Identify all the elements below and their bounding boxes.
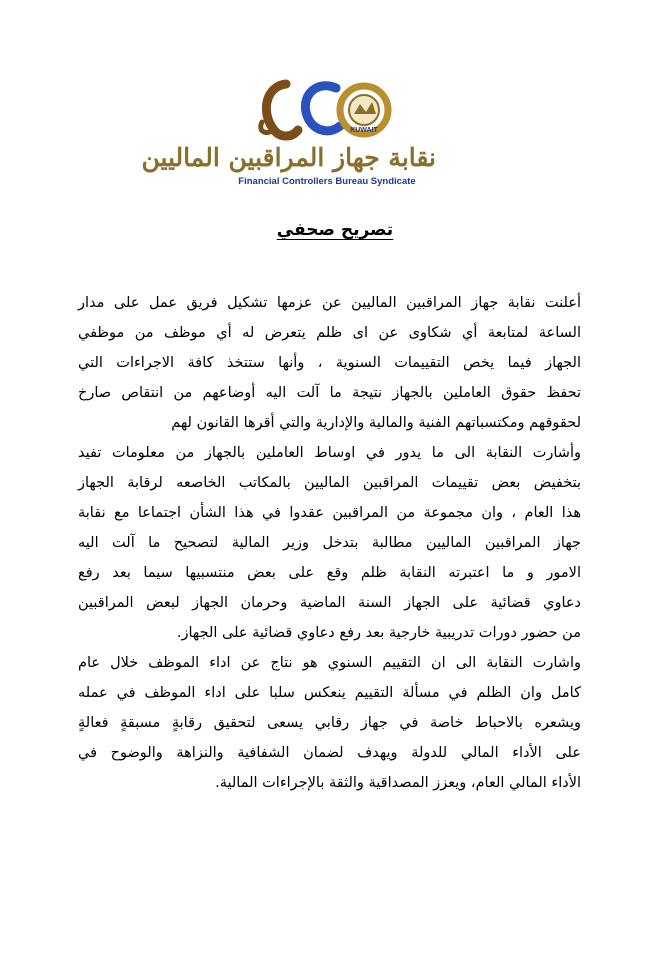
paragraph-line: الأداء المالي العام، ويعزز المصداقية والثقة بالإجراءات المالية. bbox=[215, 775, 581, 791]
document-title: تصريح صحفي bbox=[276, 220, 394, 240]
logo-emblem-icon bbox=[256, 72, 396, 146]
paragraph-line: أعلنت نقابة جهاز المراقبين الماليين عن عزمها تشكيل فريق عمل على مدار bbox=[78, 295, 581, 311]
paragraph-line: ويشعره بالاحباط خاصة في جهاز رقابي يسعى لتحقيق رقابةٍ مسبقةٍ فعالةٍ bbox=[78, 715, 581, 731]
syndicate-logo bbox=[141, 64, 436, 192]
paragraph-line: على الأداء المالي للدولة ويهدف لضمان الشفافية والنزاهة والوضوح في bbox=[78, 745, 581, 761]
paragraph-line: لحقوقهم ومكتسباتهم الفنية والمالية والإدارية والتي أقرها القانون لهم bbox=[171, 415, 581, 431]
paragraph-line: من حضور دورات تدريبية خارجية بعد رفع دعاوي قضائية على الجهاز. bbox=[176, 625, 581, 641]
paragraph-line: واشارت النقابة الى ان التقييم السنوي هو نتاج عن اداء الموظف خلال عام bbox=[78, 655, 581, 671]
paragraph-line: الجهاز فيما يخص التقييمات السنوية ، وأنها ستتخذ كافة الاجراءات التي bbox=[78, 355, 581, 371]
paragraph-line: بتخفيض بعض تقييمات المراقبين الماليين بالمكاتب الخاصعه لرقابة الجهاز bbox=[78, 475, 581, 491]
paragraph-line: هذا العام ، وان مجموعة من المراقبين عقدوا في هذا الشأن اجتماعا مع نقابة bbox=[78, 505, 581, 521]
paragraph-line: وأشارت النقابة الى ما يدور في اوساط العاملين بالجهاز من معلومات تفيد bbox=[78, 445, 581, 461]
logo-arabic-name: نقابة جهاز المراقبين الماليين bbox=[141, 143, 436, 172]
paragraph-line: دعاوي قضائية على الجهاز السنة الماضية وحرمان الجهاز لبعض المراقبين bbox=[78, 595, 581, 611]
logo-english-name: Financial Controllers Bureau Syndicate bbox=[238, 176, 416, 187]
paragraph-line: الامور و ما اعتبرته النقابة ظلم وقع على بعض منتسبيها سيما بعد رفع bbox=[78, 565, 581, 581]
paragraph-line: كامل وان الظلم في مسألة التقييم ينعكس سلبا على اداء الموظف في عمله bbox=[78, 685, 581, 701]
paragraph-line: جهاز المراقبين الماليين مطالبة بتدخل وزير المالية لتصحيح ما آلت اليه bbox=[78, 535, 581, 551]
document-body bbox=[78, 288, 581, 798]
logo-emblem-label: KUWAIT bbox=[350, 127, 378, 134]
paragraph-line: تحفظ حقوق العاملين بالجهاز نتيجة ما آلت اليه أوضاعهم من انتقاص صارخ bbox=[78, 385, 581, 401]
paragraph-line: الساعة لمتابعة أي شكاوى عن اى ظلم يتعرض له أي موظف من موظفي bbox=[78, 325, 581, 341]
